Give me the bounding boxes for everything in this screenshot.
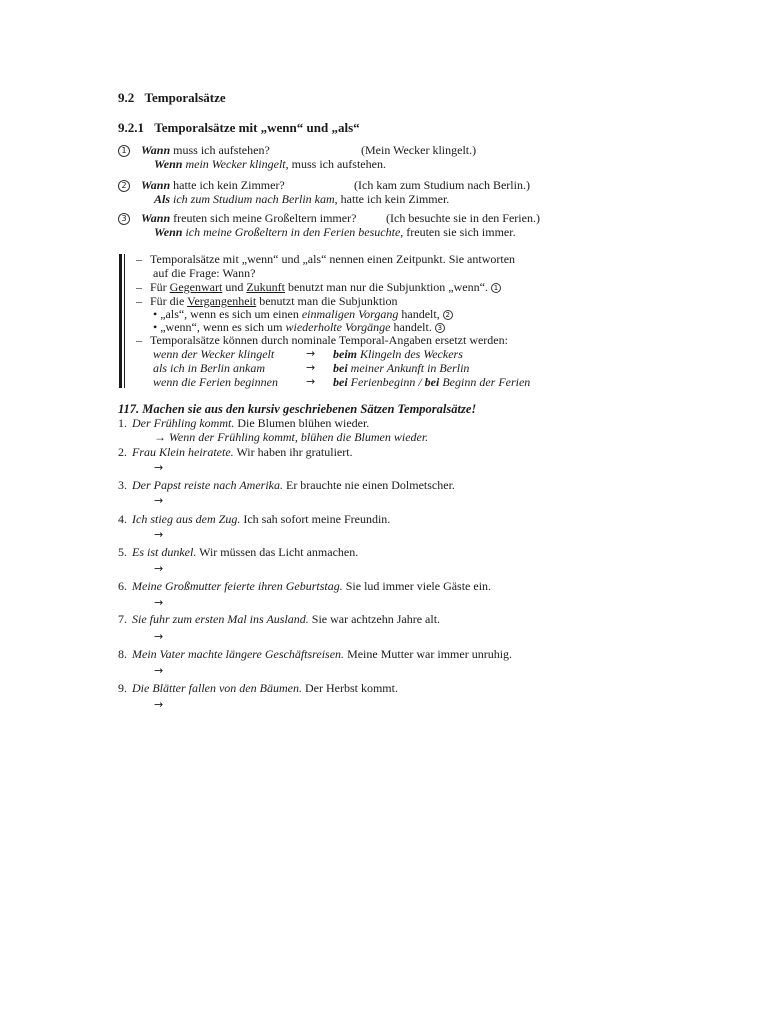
- exercise-item-number: 3.: [118, 478, 127, 492]
- exercise-item-plain: Ich sah sofort meine Freundin.: [240, 512, 391, 526]
- example-3-clause: ich meine Großeltern in den Ferien besuchte: [182, 225, 401, 239]
- example-3-question-text: freuten sich meine Großeltern immer?: [170, 211, 357, 225]
- rule-3-pre: Für die: [150, 294, 188, 308]
- example-3-subjunction: Wenn: [154, 225, 183, 239]
- exercise-item-plain: Wir müssen das Licht anmachen.: [196, 545, 359, 559]
- rule-2-mid: und: [222, 280, 247, 294]
- exercise-item-number: 7.: [118, 612, 127, 626]
- conversion-3-noun-2: Beginn der Ferien: [439, 375, 531, 389]
- subsection-title: Temporalsätze mit „wenn“ und „als“: [154, 120, 360, 135]
- exercise-item-italic: Sie fuhr zum ersten Mal ins Ausland.: [132, 612, 309, 626]
- example-2-question-word: Wann: [141, 178, 171, 192]
- example-3-answer: [154, 225, 516, 239]
- example-1-question-word: Wann: [141, 143, 171, 157]
- exercise-item-plain: Die Blumen blühen wieder.: [234, 416, 370, 430]
- rule-3: – Für die Vergangenheit benutzt man die Subjunktion: [136, 294, 398, 308]
- exercise-item-9: [118, 681, 398, 695]
- rule-2: – Für Gegenwart und Zukunft benutzt man nur die Subjunktion „wenn“. 1: [136, 280, 501, 294]
- example-2-marker: 2: [118, 180, 130, 192]
- exercise-item-plain: Wir haben ihr gratuliert.: [233, 445, 353, 459]
- example-3-main: , freuten sie sich immer.: [400, 225, 516, 239]
- example-3-question: [118, 211, 356, 225]
- conversion-3-left: wenn die Ferien beginnen: [153, 375, 278, 389]
- exercise-item-italic: Meine Großmutter feierte ihren Geburtstag.: [132, 579, 343, 593]
- rule-2-post: benutzt man nur die Subjunktion „wenn“.: [284, 280, 488, 294]
- rule-3-bullet-als: • „als“, wenn es sich um einen einmaligen Vorgang handelt, 2: [153, 307, 453, 321]
- conversion-2-left: als ich in Berlin ankam: [153, 361, 265, 375]
- example-1-question: [118, 143, 270, 157]
- exercise-item-italic: Mein Vater machte längere Geschäftsreisen.: [132, 647, 345, 661]
- rules-margin-bar: [119, 254, 122, 388]
- bullet-wenn-marker: 3: [435, 323, 445, 333]
- exercise-item-italic: Der Papst reiste nach Amerika.: [132, 478, 283, 492]
- example-1-marker: 1: [118, 145, 130, 157]
- conversion-3-right: [333, 375, 530, 389]
- bullet-wenn-italic: wiederholte Vorgänge: [285, 320, 391, 334]
- example-1-subjunction: Wenn: [154, 157, 183, 171]
- rule-1: – Temporalsätze mit „wenn“ und „als“ nennen einen Zeitpunkt. Sie antworten: [136, 252, 516, 266]
- section-title: Temporalsätze: [144, 90, 226, 105]
- conversion-2-noun: meiner Ankunft in Berlin: [347, 361, 470, 375]
- exercise-item-italic: Der Frühling kommt.: [132, 416, 235, 430]
- exercise-item-italic: Die Blätter fallen von den Bäumen.: [132, 681, 302, 695]
- exercise-item-number: 8.: [118, 647, 127, 661]
- example-1-answer: [154, 157, 386, 171]
- conversion-2-arrow: →: [306, 361, 316, 374]
- bullet-als-italic: einmaligen Vorgang: [301, 307, 399, 321]
- exercise-item-plain: Meine Mutter war immer unruhig.: [344, 647, 513, 661]
- exercise-item-1-answer: → Wenn der Frühling kommt, blühen die Blumen wieder.: [154, 430, 429, 444]
- exercise-item-number: 2.: [118, 445, 127, 459]
- conversion-3-preposition-2: bei: [424, 375, 440, 389]
- example-3-question-word: Wann: [141, 211, 171, 225]
- exercise-item-4: [118, 512, 390, 526]
- example-2-question-text: hatte ich kein Zimmer?: [170, 178, 285, 192]
- exercise-item-number: 6.: [118, 579, 127, 593]
- example-1-main: , muss ich aufstehen.: [285, 157, 386, 171]
- exercise-item-8-answer[interactable]: →: [154, 664, 164, 677]
- bullet-als-marker: 2: [443, 310, 453, 320]
- rule-2-pre: Für: [150, 280, 170, 294]
- bullet-wenn-pre: „wenn“, wenn es sich um: [160, 320, 286, 334]
- example-2-clause: ich zum Studium nach Berlin kam: [170, 192, 335, 206]
- section-number: 9.2: [118, 90, 135, 105]
- rules-margin-bar-thin: [124, 254, 125, 388]
- conversion-3-preposition: bei: [333, 375, 348, 389]
- example-2-subjunction: Als: [154, 192, 171, 206]
- subsection-heading: [118, 120, 360, 136]
- rule-2-present: Gegenwart: [169, 280, 223, 294]
- exercise-item-5: [118, 545, 358, 559]
- example-1-context: (Mein Wecker klingelt.): [361, 143, 477, 157]
- exercise-item-6: [118, 579, 491, 593]
- rule-4-text: Temporalsätze können durch nominale Temporal-Angaben ersetzt werden:: [150, 333, 508, 347]
- exercise-item-1: [118, 416, 369, 430]
- rule-3-bullet-wenn: • „wenn“, wenn es sich um wiederholte Vorgänge handelt. 3: [153, 320, 445, 334]
- section-heading: [118, 90, 226, 106]
- example-1-clause: mein Wecker klingelt: [182, 157, 286, 171]
- exercise-item-6-answer[interactable]: →: [154, 596, 164, 609]
- exercise-item-4-answer[interactable]: →: [154, 528, 164, 541]
- exercise-item-italic: Frau Klein heiratete.: [132, 445, 234, 459]
- conversion-1-right: [333, 347, 463, 361]
- bullet-als-post: handelt,: [398, 307, 440, 321]
- conversion-2-right: [333, 361, 469, 375]
- bullet-als-pre: „als“, wenn es sich um einen: [160, 307, 302, 321]
- subsection-number: 9.2.1: [118, 120, 144, 135]
- example-2-main: , hatte ich kein Zimmer.: [334, 192, 450, 206]
- example-2-question: [118, 178, 285, 192]
- example-3-marker: 3: [118, 213, 130, 225]
- exercise-item-7: [118, 612, 440, 626]
- conversion-3-noun: Ferienbeginn /: [347, 375, 425, 389]
- conversion-1-left: wenn der Wecker klingelt: [153, 347, 275, 361]
- exercise-item-3-answer[interactable]: →: [154, 494, 164, 507]
- example-2-answer: [154, 192, 449, 206]
- example-1-question-text: muss ich aufstehen?: [170, 143, 270, 157]
- example-2-context: (Ich kam zum Studium nach Berlin.): [354, 178, 530, 192]
- exercise-item-2-answer[interactable]: →: [154, 461, 164, 474]
- exercise-item-number: 9.: [118, 681, 127, 695]
- rule-2-future: Zukunft: [246, 280, 285, 294]
- exercise-item-plain: Sie war achtzehn Jahre alt.: [308, 612, 441, 626]
- conversion-1-noun: Klingeln des Weckers: [357, 347, 463, 361]
- exercise-item-5-answer[interactable]: →: [154, 562, 164, 575]
- rule-3-post: benutzt man die Subjunktion: [256, 294, 398, 308]
- conversion-3-arrow: →: [306, 375, 316, 388]
- rule-2-marker: 1: [491, 283, 501, 293]
- exercise-item-7-answer[interactable]: →: [154, 630, 164, 643]
- exercise-item-plain: Der Herbst kommt.: [301, 681, 398, 695]
- exercise-item-plain: Er brauchte nie einen Dolmetscher.: [282, 478, 455, 492]
- conversion-2-preposition: bei: [333, 361, 348, 375]
- exercise-title: 117. Machen sie aus den kursiv geschriebenen Sätzen Temporalsätze!: [118, 402, 477, 416]
- example-3-context: (Ich besuchte sie in den Ferien.): [386, 211, 540, 225]
- conversion-1-preposition: beim: [333, 347, 357, 361]
- exercise-item-9-answer[interactable]: →: [154, 698, 164, 711]
- rule-1-line-2: auf die Frage: Wann?: [153, 266, 256, 280]
- exercise-item-number: 1.: [118, 416, 127, 430]
- exercise-item-italic: Ich stieg aus dem Zug.: [132, 512, 241, 526]
- rule-1-line-1: Temporalsätze mit „wenn“ und „als“ nennen einen Zeitpunkt. Sie antworten: [150, 252, 516, 266]
- bullet-wenn-post: handelt.: [390, 320, 432, 334]
- exercise-item-8: [118, 647, 512, 661]
- exercise-item-number: 5.: [118, 545, 127, 559]
- exercise-item-plain: Sie lud immer viele Gäste ein.: [342, 579, 492, 593]
- rule-3-past: Vergangenheit: [187, 294, 257, 308]
- exercise-item-number: 4.: [118, 512, 127, 526]
- exercise-item-2: [118, 445, 353, 459]
- exercise-item-italic: Es ist dunkel.: [132, 545, 197, 559]
- conversion-1-arrow: →: [306, 347, 316, 360]
- rule-4: – Temporalsätze können durch nominale Temporal-Angaben ersetzt werden:: [136, 333, 508, 347]
- exercise-item-3: [118, 478, 455, 492]
